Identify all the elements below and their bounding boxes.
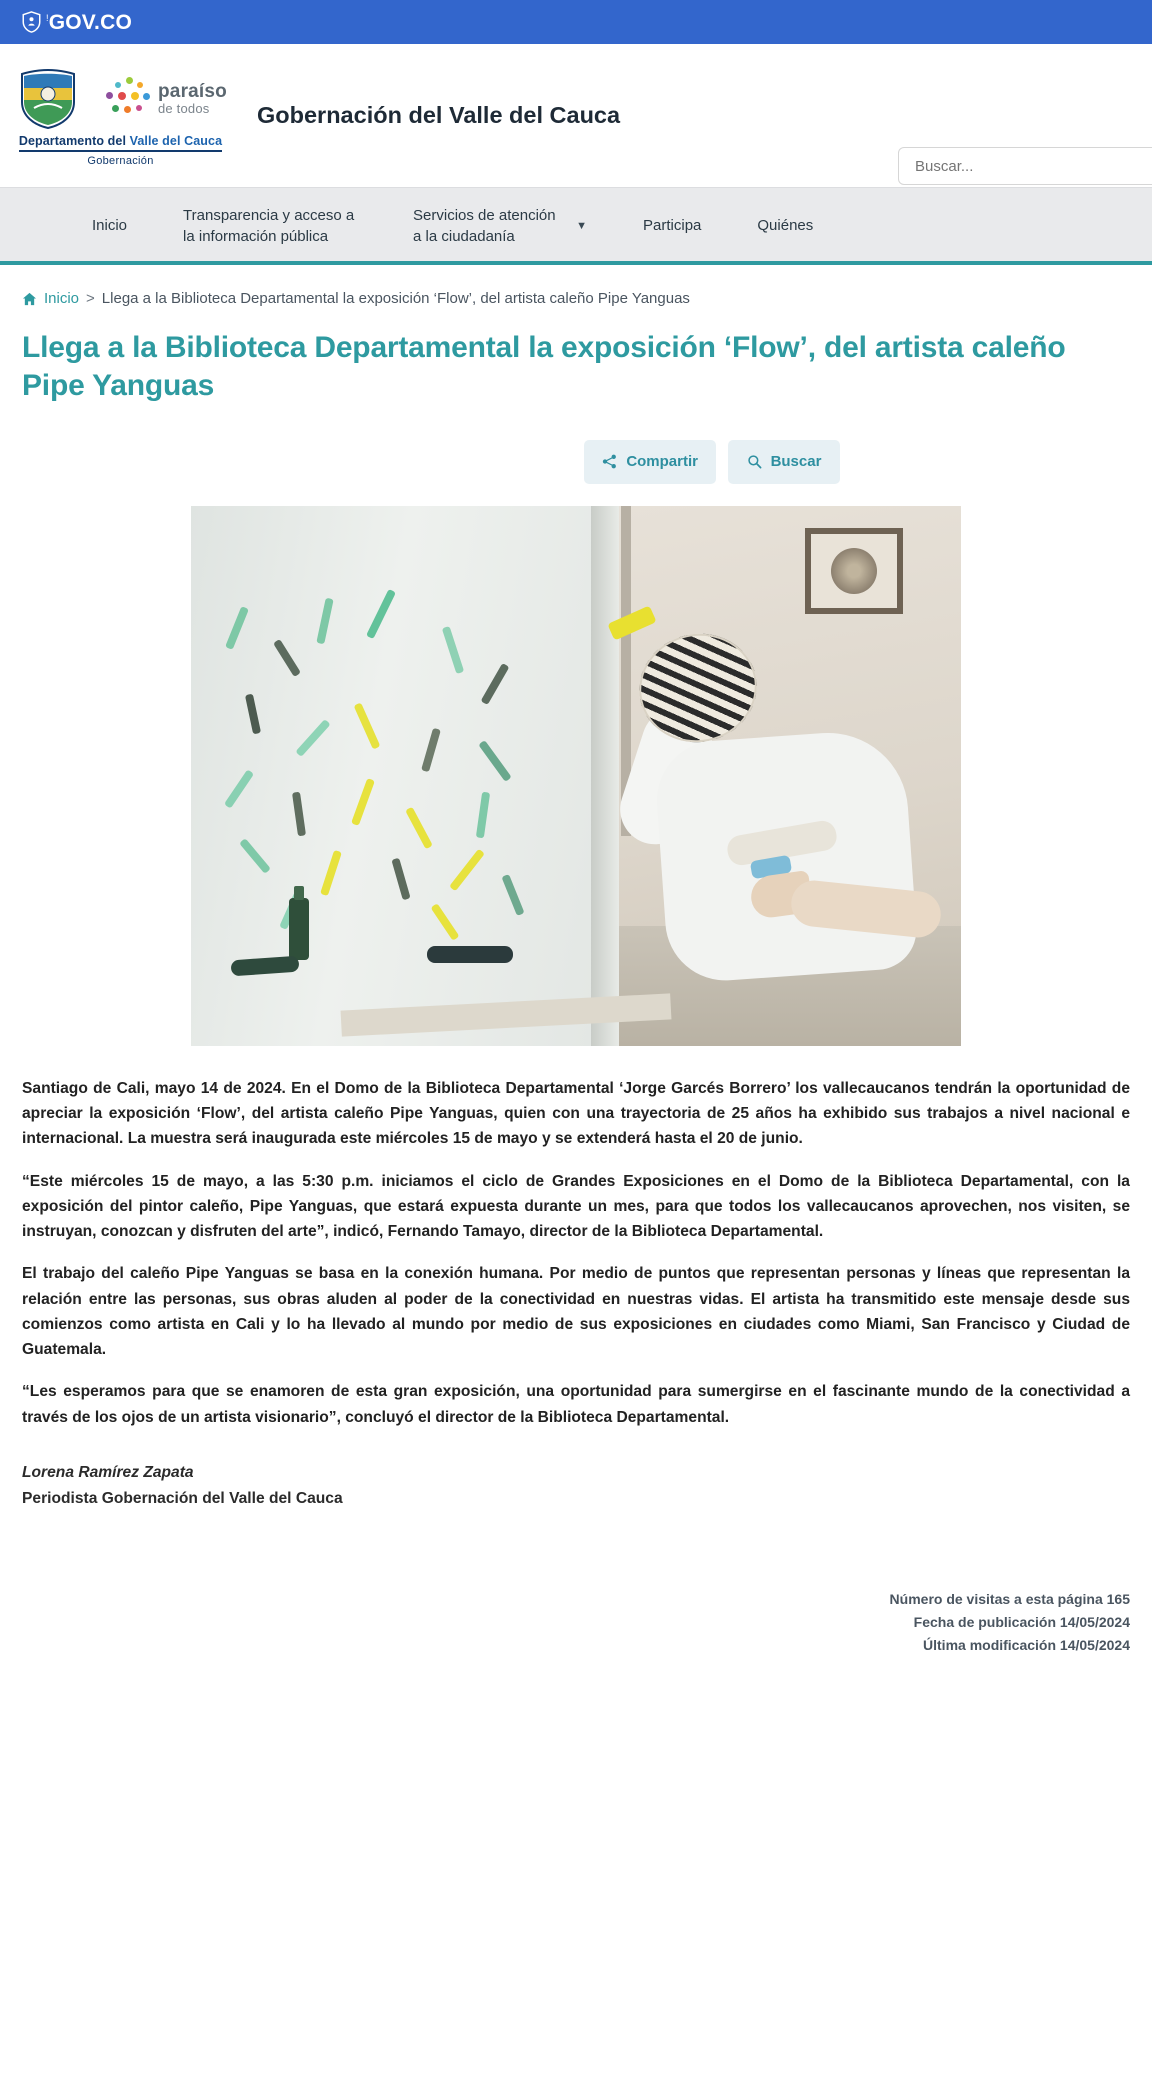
page-entity-title: Gobernación del Valle del Cauca: [257, 102, 621, 128]
article-signature: [22, 1464, 1130, 1508]
main-navigation[interactable]: [0, 187, 1152, 265]
header-search-box[interactable]: [898, 147, 1152, 185]
govco-sup: !: [46, 12, 49, 23]
article-dateline: Santiago de Cali, mayo 14 de 2024.: [22, 1079, 286, 1097]
brand-left: [18, 64, 227, 167]
share-icon: [602, 454, 617, 469]
nav-item-label: Transparencia y acceso a la información pública: [183, 207, 355, 245]
photo-dark-tool-2: [427, 946, 513, 963]
govco-top-bar: [0, 0, 1152, 44]
article-paragraph: El trabajo del caleño Pipe Yanguas se basa en la conexión humana. Por medio de puntos que representan personas y líneas que representan la relación entre las personas, sus obras aluden al poder de la conectividad en nuestras vidas. El artista ha transmitido este mensaje desde sus comienzos como artista en Cali y lo ha llevado al mundo por medio de sus exposiciones en ciudades como Miami, San Francisco y Ciudad de Guatemala.: [22, 1265, 1130, 1359]
nav-item-participa[interactable]: [615, 216, 729, 236]
article-lead-paragraph: [22, 1076, 1130, 1152]
paraiso-de-todos-logo: [106, 77, 227, 121]
gobernacion-subtitle: Gobernación: [87, 155, 154, 167]
publication-date: Fecha de publicación 14/05/2024: [913, 1613, 1130, 1630]
page-title: Llega a la Biblioteca Departamental la exposición ‘Flow’, del artista caleño Pipe Yanguas: [22, 331, 1066, 403]
article-paragraph: “Les esperamos para que se enamoren de esta gran exposición, una oportunidad para sumergirse en el fascinante mundo de la conectividad a través de los ojos de un artista visionario”, concluyó el director de la Biblioteca Departamental.: [22, 1383, 1130, 1426]
nav-item-label: Servicios de atención a la ciudadanía: [413, 207, 556, 245]
photo-framed-artwork: [805, 528, 903, 614]
paraiso-line2: de todos: [158, 101, 210, 117]
breadcrumb-separator: >: [86, 290, 95, 307]
visit-count: Número de visitas a esta página 165: [889, 1590, 1130, 1607]
nav-item-label: Inicio: [92, 217, 128, 235]
breadcrumb-home-link[interactable]: [22, 290, 79, 307]
valle-del-cauca-crest-icon: [14, 68, 82, 130]
share-button[interactable]: [584, 440, 716, 484]
breadcrumb-home-label: Inicio: [44, 290, 80, 307]
photo-wall-edge: [591, 506, 619, 1046]
article-body: [22, 1076, 1130, 1508]
shield-icon: [22, 11, 41, 33]
nav-item-quienes[interactable]: [729, 216, 841, 236]
paraiso-text: [158, 82, 227, 116]
department-region: Valle del Cauca: [129, 134, 223, 148]
nav-item-label: Quiénes: [757, 217, 814, 235]
paraiso-line1: paraíso: [158, 81, 227, 103]
crest-row: [18, 68, 227, 130]
breadcrumb: [0, 265, 1152, 307]
chevron-down-icon: ▼: [576, 220, 588, 233]
nav-item-servicios[interactable]: [385, 206, 615, 247]
article-photo: [191, 506, 961, 1046]
search-icon: [747, 454, 762, 469]
department-prefix: Departamento del: [18, 134, 130, 148]
last-modified-date: Última modificación 14/05/2024: [923, 1636, 1130, 1653]
signature-role: Periodista Gobernación del Valle del Cauca: [22, 1489, 343, 1507]
search-article-button[interactable]: [728, 440, 840, 484]
signature-name: Lorena Ramírez Zapata: [22, 1463, 194, 1481]
share-button-label: Compartir: [626, 453, 698, 471]
govco-logo[interactable]: [22, 11, 132, 33]
nav-item-transparencia[interactable]: [155, 206, 385, 247]
nav-item-label: Participa: [643, 217, 702, 235]
breadcrumb-current: Llega a la Biblioteca Departamental la exposición ‘Flow’, del artista caleño Pipe Yanguas: [101, 290, 690, 307]
govco-wordmark: [46, 12, 132, 33]
site-header: [0, 44, 1152, 187]
article-paragraph: “Este miércoles 15 de mayo, a las 5:30 p.m. iniciamos el ciclo de Grandes Exposiciones en el Domo de la Biblioteca Departamental, con la exposición del pintor caleño, Pipe Yanguas, que estará expuesta durante un mes, para que todos los vallecaucanos aprovechen, nos visiten, se instruyan, conozcan y disfruten del arte”, indicó, Fernando Tamayo, director de la Biblioteca Departamental.: [22, 1172, 1130, 1241]
department-name: [19, 134, 222, 152]
paraiso-dots-icon: [106, 77, 152, 121]
home-icon: [22, 292, 37, 306]
search-article-button-label: Buscar: [770, 453, 822, 471]
article-lead-text: En el Domo de la Biblioteca Departamental ‘Jorge Garcés Borrero’ los vallecaucanos tendrán la oportunidad de apreciar la exposición ‘Flow’, del artista caleño Pipe Yanguas, quien con una trayectoria de 25 años ha exhibido sus trabajos a nivel nacional e internacional. La muestra será inaugurada este miércoles 15 de mayo y se extenderá hasta el 20 de junio.: [22, 1079, 1130, 1148]
article-actions: [0, 440, 1130, 484]
brand-block[interactable]: [18, 64, 620, 167]
photo-paint-bottle: [289, 898, 309, 960]
govco-brand-text: GOV.CO: [48, 10, 132, 34]
search-input[interactable]: [913, 157, 1152, 176]
page-meta: [0, 1588, 1130, 1657]
nav-item-inicio[interactable]: [64, 216, 155, 236]
photo-illustration: [191, 506, 961, 1046]
